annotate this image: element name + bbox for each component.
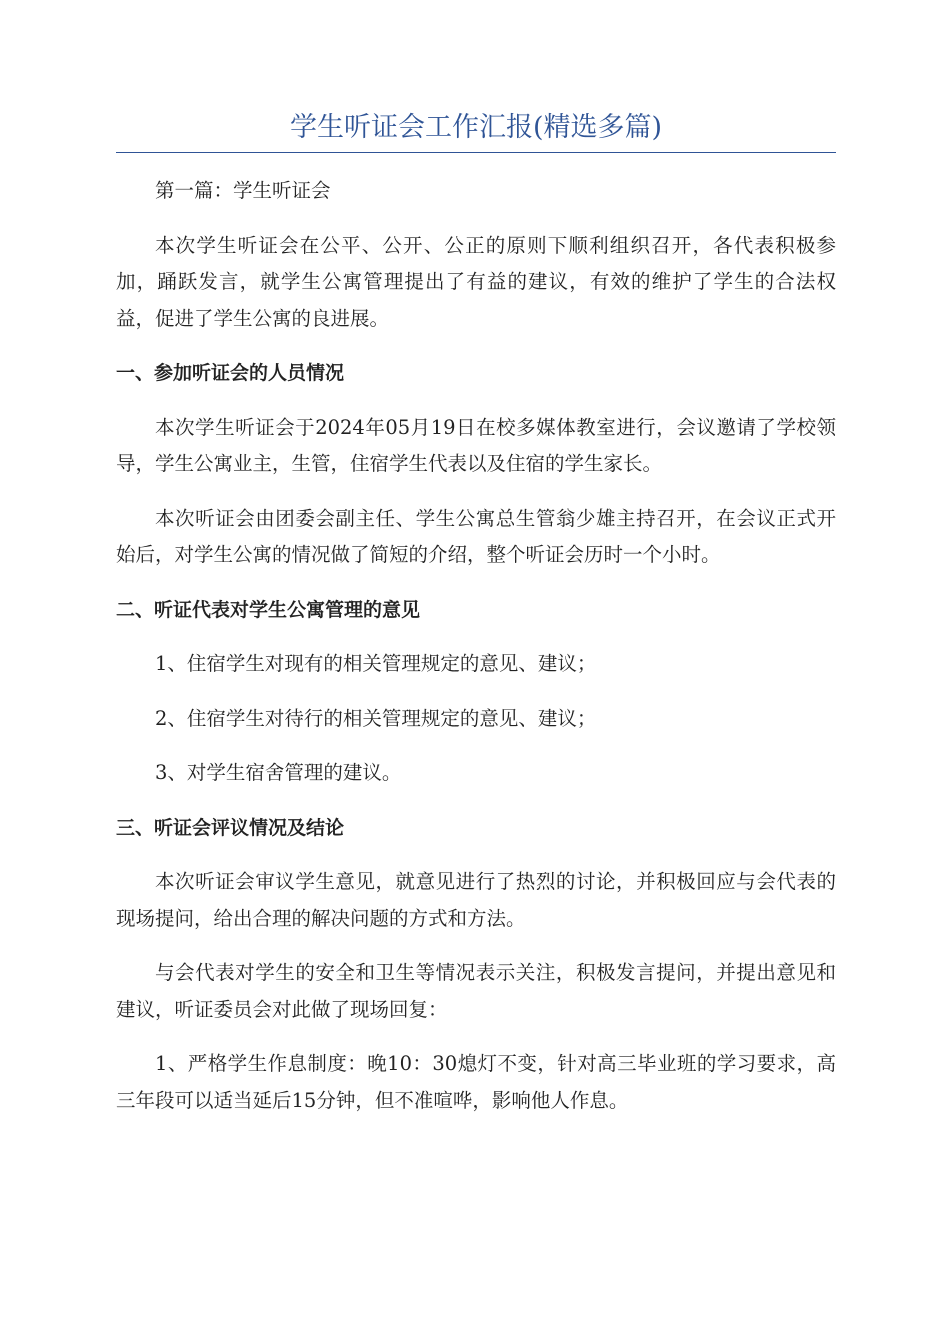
- list-item-opinion-3: 3、对学生宿舍管理的建议。: [155, 761, 402, 784]
- paragraph-part-one-label: 第一篇：学生听证会: [155, 179, 331, 202]
- list-item-opinion-2: 2、住宿学生对待行的相关管理规定的意见、建议；: [155, 706, 597, 730]
- section-heading-opinions: 二、听证代表对学生公寓管理的意见: [116, 598, 421, 621]
- document-page: [116, 108, 836, 1119]
- list-item-schedule-rule: 1、严格学生作息制度：晚10：30熄灯不变，针对高三毕业班的学习要求，高三年段可以适当延后15分钟，但不准喧哗，影响他人作息。: [116, 1052, 836, 1112]
- paragraph-review: 本次听证会审议学生意见，就意见进行了热烈的讨论，并积极回应与会代表的现场提问，给出合理的解决问题的方式和方法。: [116, 870, 836, 930]
- paragraph-concerns: 与会代表对学生的安全和卫生等情况表示关注，积极发言提问，并提出意见和建议，听证委员会对此做了现场回复：: [116, 961, 836, 1021]
- paragraph-meeting-date: 本次学生听证会于2024年05月19日在校多媒体教室进行，会议邀请了学校领导，学生公寓业主，生管，住宿学生代表以及住宿的学生家长。: [116, 415, 836, 475]
- document-title: 学生听证会工作汇报(精选多篇): [116, 108, 836, 153]
- paragraph-meeting-host: 本次听证会由团委会副主任、学生公寓总生管翁少雄主持召开，在会议正式开始后，对学生公寓的情况做了简短的介绍，整个听证会历时一个小时。: [116, 506, 836, 566]
- section-heading-attendees: 一、参加听证会的人员情况: [116, 362, 345, 384]
- section-heading-conclusion: 三、听证会评议情况及结论: [116, 816, 345, 839]
- list-item-opinion-1: 1、住宿学生对现有的相关管理规定的意见、建议；: [155, 652, 597, 675]
- paragraph-intro: 本次学生听证会在公平、公开、公正的原则下顺利组织召开，各代表积极参加，踊跃发言，就学生公寓管理提出了有益的建议，有效的维护了学生的合法权益，促进了学生公寓的良进展。: [116, 233, 836, 330]
